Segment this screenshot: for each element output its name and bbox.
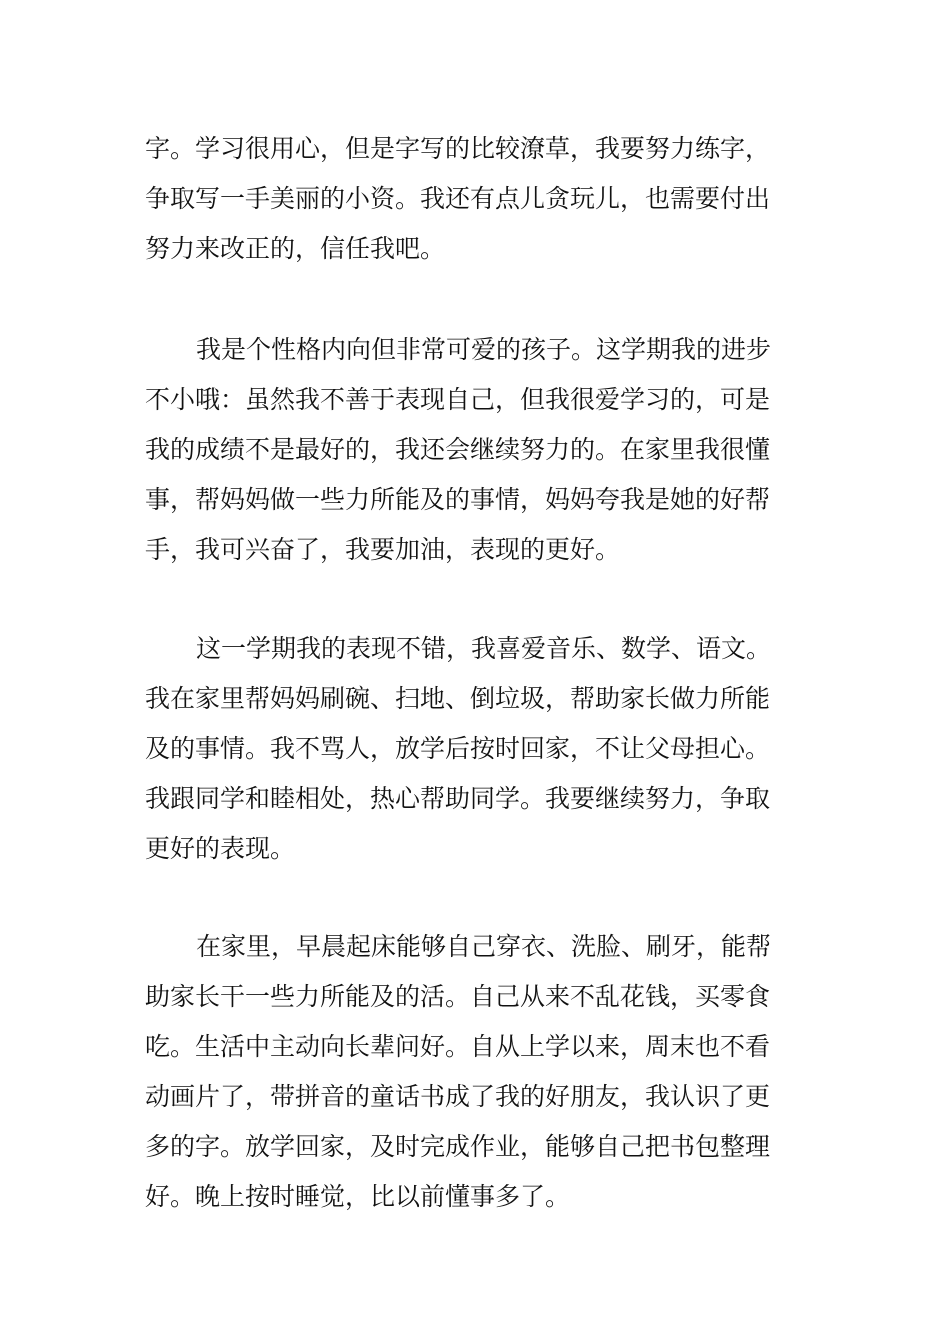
text-line: 字。学习很用心，但是字写的比较潦草，我要努力练字，	[145, 134, 771, 163]
text-line: 争取写一手美丽的小资。我还有点儿贪玩儿，也需要付出	[145, 184, 771, 213]
text-line: 吃。生活中主动向长辈问好。自从上学以来，周末也不看	[145, 1032, 771, 1061]
text-line: 我在家里帮妈妈刷碗、扫地、倒垃圾，帮助家长做力所能	[145, 684, 771, 713]
text-line: 事，帮妈妈做一些力所能及的事情，妈妈夸我是她的好帮	[145, 485, 771, 514]
text-line: 助家长干一些力所能及的活。自己从来不乱花钱，买零食	[145, 982, 771, 1011]
text-line: 我的成绩不是最好的，我还会继续努力的。在家里我很懂	[145, 435, 771, 464]
text-line: 好。晚上按时睡觉，比以前懂事多了。	[145, 1182, 571, 1211]
text-line: 我是个性格内向但非常可爱的孩子。这学期我的进步	[196, 335, 772, 364]
text-line: 更好的表现。	[145, 834, 296, 863]
text-line: 动画片了，带拼音的童话书成了我的好朋友，我认识了更	[145, 1082, 771, 1111]
text-line: 这一学期我的表现不错，我喜爱音乐、数学、语文。	[196, 634, 772, 663]
text-line: 多的字。放学回家，及时完成作业，能够自己把书包整理	[145, 1132, 771, 1161]
text-line: 手，我可兴奋了，我要加油，表现的更好。	[145, 535, 621, 564]
text-line: 不小哦：虽然我不善于表现自己，但我很爱学习的，可是	[145, 385, 771, 414]
text-line: 努力来改正的，信任我吧。	[145, 234, 446, 263]
text-line: 我跟同学和睦相处，热心帮助同学。我要继续努力，争取	[145, 784, 771, 813]
text-line: 及的事情。我不骂人，放学后按时回家，不让父母担心。	[145, 734, 771, 763]
text-line: 在家里，早晨起床能够自己穿衣、洗脸、刷牙，能帮	[196, 932, 772, 961]
